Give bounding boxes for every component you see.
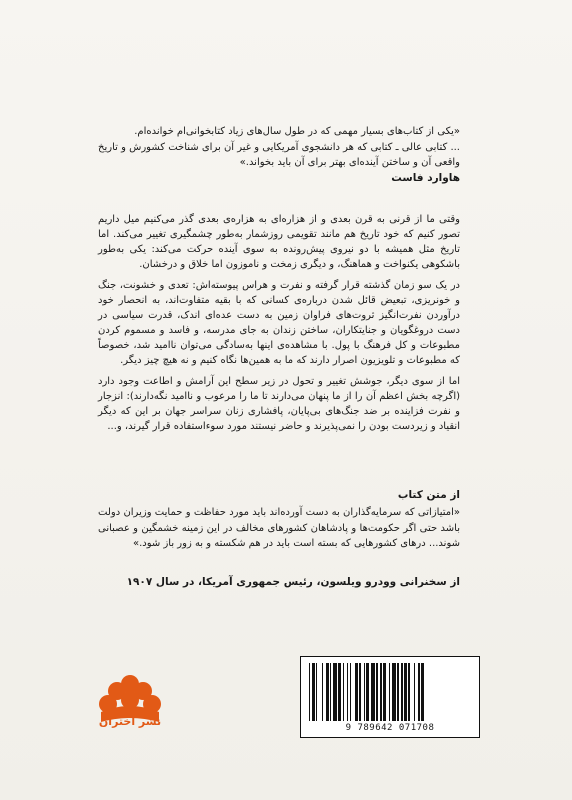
barcode-bar	[401, 663, 402, 721]
barcode-bar	[392, 663, 396, 721]
barcode-bars	[309, 663, 471, 721]
barcode-bar	[322, 663, 323, 721]
barcode-bar	[371, 663, 375, 721]
excerpt-source: از سخنرانی وودرو ویلسون، رئیس جمهوری آمریکا، در سال ۱۹۰۷	[126, 576, 460, 588]
synopsis-paragraph: اما از سوی دیگر، جوشش تغییر و تحول در زیر سطح این آرامش و اطاعت وجود دارد (اگرچه بخش اعظم آن را از ما پنهان می‌دارند تا ما را مرعوب و ناامید نگه‌دارند): انزجار و نفرت فزاینده بر ضد جنگ‌های بی‌پایان، پافشاری زنان سراسر جهان بر این که دیگر انقیاد و زیردست بودن را نمی‌پذیرند و حاضر نیستند مورد سوءاستفاده قرار گیرند، و...	[98, 376, 460, 432]
barcode-bar	[408, 663, 409, 721]
excerpt-heading: از متن کتاب	[397, 489, 460, 501]
barcode-bar	[350, 663, 351, 721]
barcode-bar	[359, 663, 360, 721]
barcode-bar	[343, 663, 344, 721]
publisher-name: نشر اختران	[98, 715, 162, 728]
barcode-bar	[330, 663, 331, 721]
barcode-bar	[355, 663, 358, 721]
barcode	[300, 656, 480, 738]
barcode-bar	[389, 663, 390, 721]
quote-author: هاوارد فاست	[391, 171, 460, 184]
synopsis-paragraph: وقتی ما از قرنی به قرن بعدی و از هزاره‌ای به هزاره‌ی بعدی گذر می‌کنیم میل داریم تصور کنیم که خود تاریخ هم مانند تقویمی روزشمار به‌طور چشمگیری تغییر می‌کند. اما تاریخ مثل همیشه با دو نیروی پیش‌رونده به سوی آینده حرکت می‌کند: یکی به‌طور باشکوهی یکنواخت و هماهنگ، و دیگری زمخت و ناموزون اما خلاق و درخشان.	[98, 214, 460, 270]
quote-line-1: «یکی از کتاب‌های بسیار مهمی که در طول سال‌های زیاد کتابخوانی‌ام خوانده‌ام.	[134, 126, 460, 137]
publisher-logo-icon	[95, 660, 165, 740]
barcode-bar	[380, 663, 381, 721]
synopsis-text	[98, 212, 460, 440]
barcode-bar	[404, 663, 407, 721]
barcode-bar	[338, 663, 341, 721]
barcode-bar	[312, 663, 315, 721]
synopsis-paragraph: در یک سو زمان گذشته قرار گرفته و نفرت و هراس پیوسته‌اش: تعدی و خشونت، جنگ و خونریزی، تبعیض قائل شدن درباره‌ی کسانی که با بقیه متفاوت‌اند، به انحصار خود درآوردن نفرت‌انگیز ثروت‌های فراوان زمین به دست عده‌ای اندک، قدرت سیاسی در دست دروغگویان و جنایتکاران، ساختن زندان به جای مدرسه، و فاسد و مسموم کردن مطبوعات و کل فرهنگ با پول. با مشاهده‌ی اینها به‌سادگی می‌توان ناامید شد، خصوصاً که مطبوعات و تلویزیون اصرار دارند که ما به همین‌ها نگاه کنیم و نه هیچ چیز دیگر.	[98, 280, 460, 366]
endorsement-quote	[98, 124, 460, 186]
barcode-bar	[383, 663, 386, 721]
barcode-bar	[397, 663, 398, 721]
barcode-bar	[366, 663, 369, 721]
barcode-bar	[347, 663, 348, 721]
excerpt-text: «امتیازاتی که سرمایه‌گذاران به دست آورده‌اند باید مورد حفاظت و حمایت وزیران دولت باشد حتی اگر حکومت‌ها و پادشاهان کشورهای مخالف در این زمینه خشمگین و عصبانی شوند... درهای کشورهایی که بسته است باید در هم شکسته و به زور باز شود.»	[98, 507, 460, 549]
barcode-bar	[364, 663, 365, 721]
barcode-bar	[418, 663, 419, 721]
barcode-bar	[421, 663, 424, 721]
quote-line-2: ... کتابی عالی ـ کتابی که هر دانشجوی آمریکایی و غیر آن برای شناخت کشورش و تاریخ واقعی آن و ساختن آینده‌ای بهتر برای آن باید بخواند.»	[98, 141, 460, 168]
excerpt-quote	[98, 505, 460, 552]
barcode-bar	[316, 663, 317, 721]
barcode-bar	[414, 663, 415, 721]
isbn-number: 9 789642 071708	[345, 723, 435, 733]
barcode-bar	[376, 663, 377, 721]
barcode-bar	[309, 663, 310, 721]
barcode-bar	[333, 663, 337, 721]
barcode-bar	[326, 663, 329, 721]
